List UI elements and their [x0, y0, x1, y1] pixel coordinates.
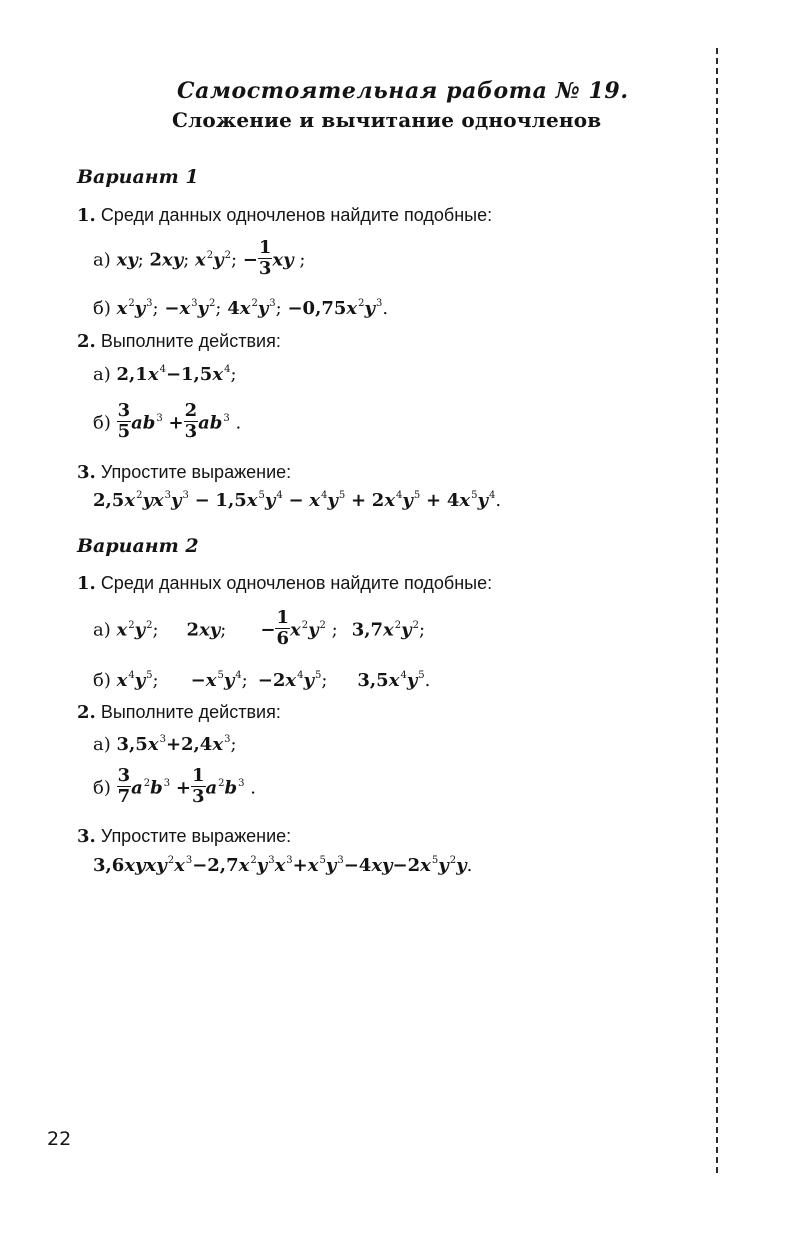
- fraction: $\frac{1}{3}$: [191, 765, 205, 807]
- v1-task-1-a-label: а): [93, 249, 111, 271]
- page-number: 22: [47, 1128, 72, 1150]
- v2-task-1-a-label: а): [93, 619, 111, 641]
- variant-1-heading: Вариант 1: [77, 166, 199, 188]
- v1-task-2-a: а) $2,1x^4-1,5x^4$;: [93, 364, 237, 385]
- v1-task-1-b: б) $x^2y^3$; $-x^3y^2$; $4x^2y^3$; $-0,75x^2y^3$.: [93, 298, 389, 319]
- v1-task-2-a-label: а): [93, 364, 111, 385]
- v1-task-1: [77, 205, 492, 226]
- v1-task-3-text: Упростите выражение:: [100, 462, 292, 482]
- v1-task-2-number: 2.: [77, 331, 96, 352]
- v1-task-1-number: 1.: [77, 205, 96, 226]
- v2-task-2-b: б) $\frac{3}{7}$ $a^2b^3$ + $\frac{1}{3}$ $a^2b^3$ .: [93, 765, 256, 807]
- v1-task-3-expression: $2,5x^2yx^3y^3 - 1,5x^5y^4 - x^4y^5 + 2x^4y^5 + 4x^5y^4$.: [93, 490, 502, 511]
- cut-line: [716, 48, 718, 1173]
- v2-task-1: [77, 573, 492, 594]
- v2-task-1-b: б) $x^4y^5$; $-x^5y^4$; $-2x^4y^5$; $3,5x^4y^5$.: [93, 670, 431, 691]
- v1-task-2: [77, 331, 281, 352]
- v1-task-3: [77, 462, 291, 483]
- fraction: $\frac{3}{5}$: [117, 400, 131, 442]
- v2-task-2-a-label: а): [93, 734, 111, 755]
- v2-task-2-a: а) $3,5x^3+2,4x^3$;: [93, 734, 237, 755]
- fraction: $\frac{1}{6}$: [276, 607, 289, 649]
- v2-task-1-text: Среди данных одночленов найдите подобные:: [100, 573, 493, 593]
- variant-2-heading: Вариант 2: [77, 535, 199, 557]
- v2-task-1-a: а) $x^2y^2$; 2xy; − $\frac{1}{6}$ $x^2y^2$ ; $3,7x^2y^2$;: [93, 607, 426, 649]
- v1-task-3-number: 3.: [77, 462, 96, 483]
- v2-task-2-b-label: б): [93, 777, 111, 799]
- v2-task-2-number: 2.: [77, 702, 96, 723]
- v2-task-3: [77, 826, 291, 847]
- v1-task-1-b-label: б): [93, 298, 111, 319]
- v1-task-2-b-label: б): [93, 412, 111, 434]
- v2-task-1-b-label: б): [93, 670, 111, 691]
- fraction: $\frac{1}{3}$: [258, 237, 272, 279]
- fraction: $\frac{2}{3}$: [184, 400, 198, 442]
- v2-task-3-text: Упростите выражение:: [100, 826, 292, 846]
- page-subtitle: Сложение и вычитание одночленов: [172, 108, 602, 132]
- v1-task-2-b: б) $\frac{3}{5}$ $ab^3$ + $\frac{2}{3}$ $ab^3$ .: [93, 400, 242, 442]
- v1-task-2-text: Выполните действия:: [100, 331, 281, 351]
- v2-task-3-expression: $3,6xyxy^2x^3-2,7x^2y^3x^3+x^5y^3-4xy-2x^5y^2y$.: [93, 855, 473, 876]
- v2-task-2-text: Выполните действия:: [100, 702, 281, 722]
- v2-task-3-number: 3.: [77, 826, 96, 847]
- fraction: $\frac{3}{7}$: [117, 765, 131, 807]
- v1-task-1-a: а) xy; 2xy; $x^2y^2$; − $\frac{1}{3}$ xy ;: [93, 237, 306, 279]
- page-title: Самостоятельная работа № 19.: [177, 78, 629, 104]
- v1-task-1-text: Среди данных одночленов найдите подобные:: [100, 205, 493, 225]
- v2-task-1-number: 1.: [77, 573, 96, 594]
- v2-task-2: [77, 702, 281, 723]
